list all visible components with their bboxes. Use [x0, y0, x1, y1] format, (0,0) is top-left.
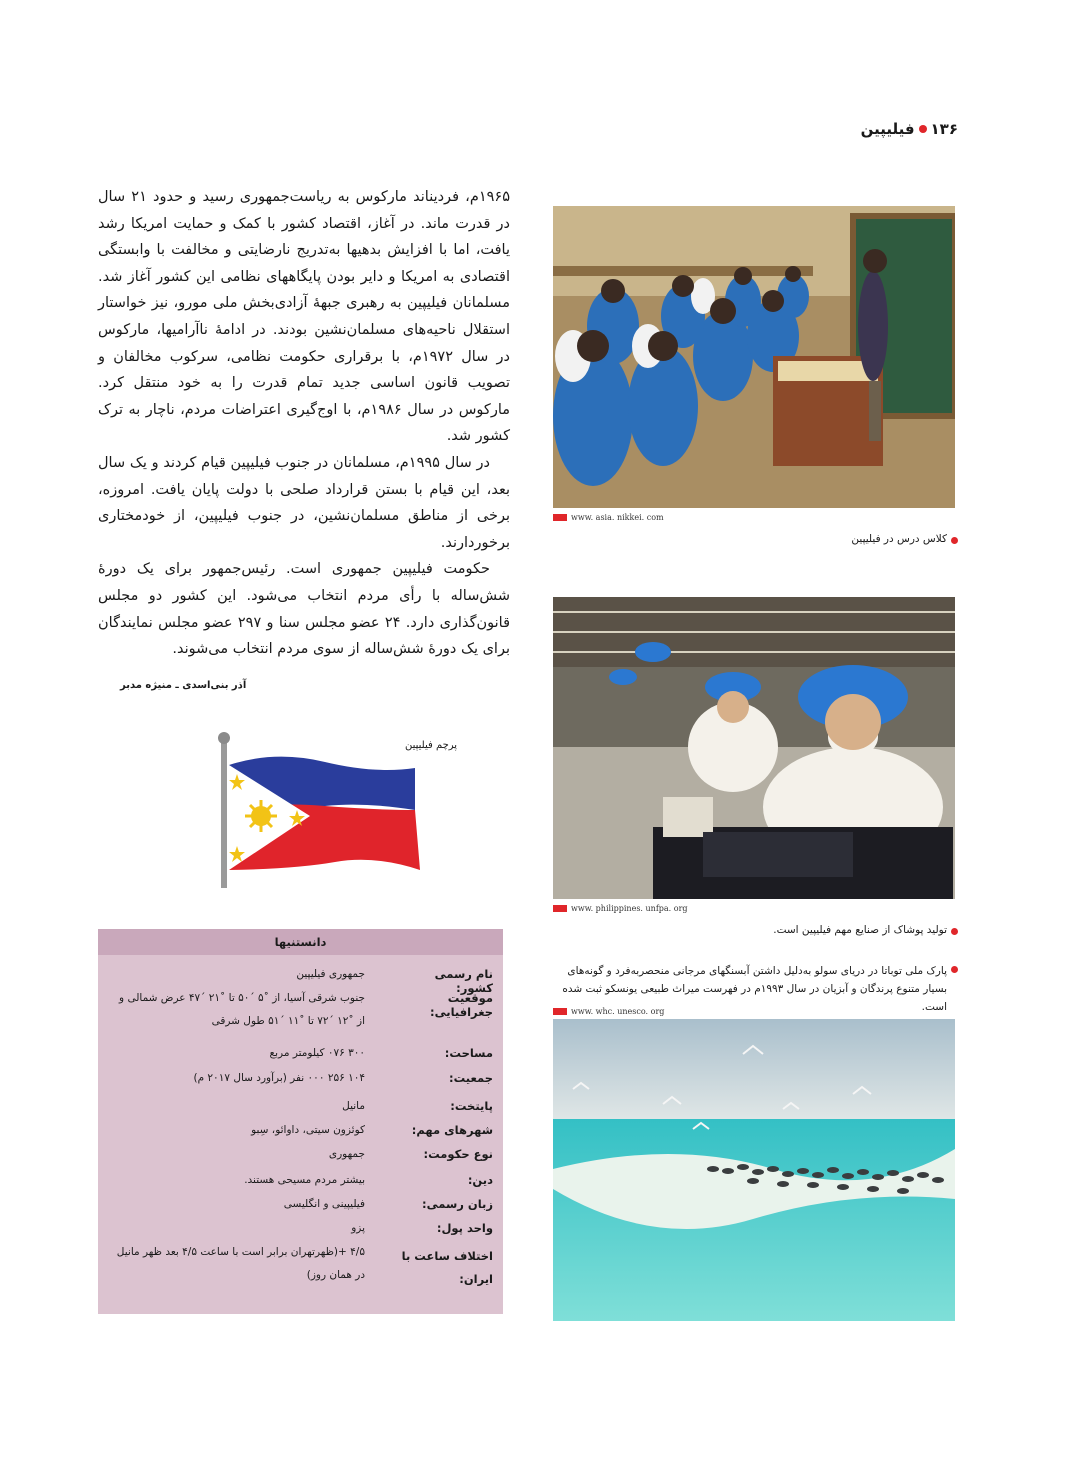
fact-label: واحد پول:: [436, 1221, 493, 1235]
photo-2-source: www. philippines. unfpa. org: [553, 904, 688, 913]
bullet-dot-icon: [951, 537, 958, 544]
paragraph-1: ۱۹۶۵م، فردیناند مارکوس به ریاست‌جمهوری رسید و حدود ۲۱ سال در قدرت ماند. در آغاز، اقتصاد کشور با کمک و حمایت امریکا رشد یافت، اما با افزایش بدهیها به‌تدریج نارضایتی و مخالفت با وابستگی اقتصادی به امریکا و دایر بودن پایگاههای نظامی این کشور آغاز شد. مسلمانان فیلیپین به رهبری جبههٔ آزادی‌بخش ملی مورو، نیز خواستار استقلال ناحیه‌های مسلمان‌نشین بودند. در ادامهٔ ناآرامیها، مارکوس در سال ۱۹۷۲م، با برقراری حکومت نظامی، سرکوب مخالفان و تصویب قانون اساسی جدید تمام قدرت را به خود منتقل کرد. مارکوس در سال ۱۹۸۶م، با اوج‌گیری اعتراضات مردم، ناچار به ترک کشور شد.: [98, 189, 511, 445]
page-number: ۱۳۶: [930, 120, 958, 138]
fact-value: کوئزون سیتی، داوائو، سِبو: [251, 1124, 365, 1136]
source-mark-icon: [553, 905, 567, 912]
fact-label: اختلاف ساعت با ایران:: [401, 1249, 493, 1286]
bullet-dot-icon: [951, 966, 958, 973]
fact-value: بیشتر مردم مسیحی هستند.: [244, 1174, 365, 1186]
fact-value: مانیل: [342, 1100, 365, 1112]
source-mark-icon: [553, 514, 567, 521]
paragraph-2: در سال ۱۹۹۵م، مسلمانان در جنوب فیلیپین قیام کردند و یک سال بعد، این قیام با بستن قرارداد صلحی با دولت پایان یافت. امروزه، برخی از مناطق مسلمان‌نشین، در جنوب فیلیپین، از خودمختاری برخوردارند.: [98, 454, 510, 551]
fact-value: جمهوری فیلیپین: [296, 968, 365, 980]
bullet-dot-icon: [951, 928, 958, 935]
fact-value: پزو: [351, 1222, 365, 1234]
page-title: فیلیپین: [860, 120, 915, 138]
facts-title: دانستنیها: [98, 929, 503, 955]
fact-label: جمعیت:: [449, 1071, 493, 1085]
fact-value: فیلیپینی و انگلیسی: [283, 1198, 365, 1210]
source-mark-icon: [553, 1008, 567, 1015]
fact-label: نوع حکومت:: [423, 1147, 493, 1161]
classroom-photo: [553, 206, 955, 508]
fact-label: موقعیت جغرافیایی:: [430, 991, 493, 1019]
fact-value: جمهوری: [328, 1148, 365, 1160]
body-text: [98, 184, 510, 663]
photo-3-caption: پارک ملی توباتا در دریای سولو به‌دلیل داشتن آبسنگهای مرجانی منحصربه‌فرد و گونه‌های بسیار متنوع پرندگان و آبزیان در سال ۱۹۹۳م در فهرست میراث طبیعی یونسکو ثبت شده است.: [558, 962, 958, 1016]
photo-2-caption: تولید پوشاک از صنایع مهم فیلیپین است.: [773, 924, 958, 936]
philippines-flag: [215, 730, 425, 890]
fact-value: جنوب شرقی آسیا، از ˚۵ ´۵۰ تا ˚۲۱ ´۴۷ عرض شمالی و از ˚۱۲ ´۷۲ تا ˚۱۱ ´۵۱ طول شرقی: [119, 992, 365, 1027]
fact-value: ۴/۵ +(ظهرتهران برابر است با ساعت ۴/۵ بعد ظهر مانیل در همان روز): [116, 1246, 365, 1281]
garment-factory-photo: [553, 597, 955, 899]
fact-label: نام رسمی کشور:: [434, 967, 493, 995]
page-header: [861, 120, 958, 138]
photo-3-source: www. whc. unesco. org: [553, 1007, 664, 1016]
photo-1-caption: کلاس درس در فیلیپین: [851, 533, 958, 545]
fact-label: زبان رسمی:: [422, 1197, 493, 1211]
reef-birds-photo: [553, 1019, 955, 1321]
fact-value: ۳۰۰ ۰۷۶ کیلومتر مربع: [269, 1047, 365, 1059]
bullet-dot-icon: [919, 125, 927, 133]
paragraph-3: حکومت فیلیپین جمهوری است. رئیس‌جمهور برای یک دورهٔ شش‌ساله با رأی مردم انتخاب می‌شود. این کشور دو مجلس قانون‌گذاری دارد. ۲۴ عضو مجلس سنا و ۲۹۷ عضو مجلس نمایندگان برای یک دورهٔ شش‌ساله از سوی مردم انتخاب می‌شوند.: [98, 561, 510, 658]
fact-value: ۱۰۴ ۲۵۶ ۰۰۰ نفر (برآورد سال ۲۰۱۷ م): [193, 1072, 365, 1084]
fact-label: پایتخت:: [450, 1099, 493, 1113]
fact-label: مساحت:: [444, 1046, 493, 1060]
facts-box: [98, 929, 503, 1314]
fact-label: دین:: [467, 1173, 493, 1187]
author-credit: آذر بنی‌اسدی ـ منیژه مدبر: [120, 680, 247, 691]
flag-caption: پرچم فیلیپین: [405, 740, 458, 751]
fact-label: شهرهای مهم:: [411, 1123, 493, 1137]
photo-1-source: www. asia. nikkei. com: [553, 513, 664, 522]
